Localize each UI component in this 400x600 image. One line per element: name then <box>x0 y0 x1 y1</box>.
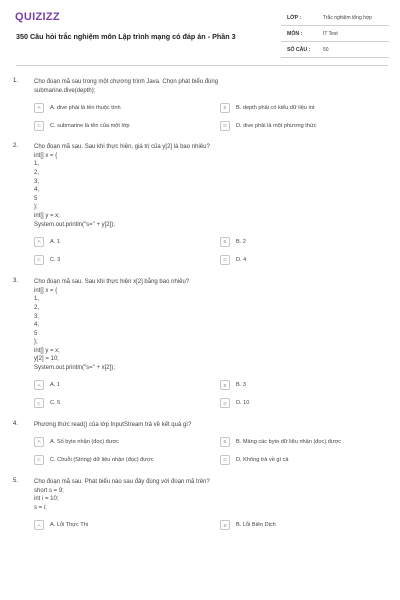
code-line: }; <box>34 204 38 211</box>
question-text: Cho đoạn mã sau trong một chương trình Java. Chọn phát biểu đúng <box>34 79 219 85</box>
meta-key: MÔN : <box>287 30 303 37</box>
option-text: A. Số byte nhận (đọc) được <box>50 438 119 445</box>
question-number: 1. <box>13 78 19 84</box>
answer-options <box>34 436 384 465</box>
quizizz-logo: QUIZIZZ <box>15 11 60 23</box>
answer-option-d[interactable] <box>220 398 392 409</box>
option-text: B. Mảng các byte dữ liệu nhận (đọc) được <box>236 438 342 445</box>
option-text: A. dive phải là tên thuộc tính <box>50 104 121 111</box>
option-letter-box: D <box>220 255 230 265</box>
option-letter-box: C <box>34 121 44 131</box>
meta-row-count <box>281 42 389 58</box>
option-letter-box: B <box>220 103 230 113</box>
meta-row-subject <box>281 26 389 42</box>
answer-option-d[interactable] <box>220 120 392 131</box>
answer-options <box>34 380 384 409</box>
option-text: B. depth phải có kiểu dữ liệu int <box>236 104 315 111</box>
question-number: 3. <box>13 278 19 285</box>
answer-option-c[interactable] <box>34 398 215 409</box>
code-line: int[] x = { <box>34 152 58 159</box>
code-line: 1, <box>34 296 40 303</box>
question-number: 4. <box>13 420 19 427</box>
answer-option-a[interactable] <box>34 436 215 447</box>
option-text: D. 10 <box>236 400 250 407</box>
option-letter-box: D <box>220 398 230 408</box>
option-text: A. 1 <box>50 382 60 389</box>
question-number: 5. <box>13 478 19 485</box>
option-letter-box: B <box>220 437 230 447</box>
option-letter-box: A <box>34 520 44 530</box>
code-line: int[] y = x; <box>34 212 60 219</box>
code-line: 5 <box>34 330 38 337</box>
document-header <box>0 0 400 66</box>
question-text: Cho đoạn mã sau. Sau khi thực hiện, giá trị của y[2] là bao nhiêu? <box>34 144 210 151</box>
meta-row-class <box>281 10 389 26</box>
option-letter-box: C <box>34 455 44 465</box>
option-letter-box: A <box>34 237 44 247</box>
answer-option-a[interactable] <box>34 380 215 391</box>
code-line: submarine.dive(depth); <box>34 87 96 94</box>
code-line: 2, <box>34 169 40 176</box>
option-text: D. Không trả về gì cả <box>236 456 289 463</box>
option-letter-box: C <box>34 255 44 265</box>
question-2 <box>0 143 400 265</box>
option-text: B. Lỗi Biên Dịch <box>236 522 276 529</box>
question-5 <box>0 478 400 530</box>
header-divider <box>16 65 388 66</box>
option-text: C. Chuỗi (String) dữ liệu nhận (đọc) được <box>50 456 154 463</box>
answer-option-a[interactable] <box>34 102 215 113</box>
code-line: int i = 10; <box>34 496 59 503</box>
code-line: int[] x = { <box>34 287 58 294</box>
option-text: C. 3 <box>50 256 61 263</box>
answer-option-b[interactable] <box>220 236 392 247</box>
answer-option-d[interactable] <box>220 454 392 465</box>
meta-value: Trắc nghiệm tổng hợp <box>323 14 372 21</box>
question-text: Cho đoạn mã sau. Phát biểu nào sau đây đúng với đoạn mã trên? <box>34 479 210 486</box>
answer-options <box>34 236 384 265</box>
answer-options <box>34 520 384 531</box>
option-text: D. 4 <box>236 256 247 263</box>
answer-option-b[interactable] <box>220 380 392 391</box>
option-letter-box: A <box>34 437 44 447</box>
code-line: 2, <box>34 304 40 311</box>
answer-option-c[interactable] <box>34 254 215 265</box>
code-line: 3, <box>34 313 40 320</box>
document-title: 350 Câu hỏi trắc nghiệm môn Lập trình mạng có đáp án - Phần 3 <box>16 32 236 41</box>
question-list <box>0 78 400 531</box>
code-line: int[] y = x; <box>34 347 60 354</box>
code-line: System.out.println("s=" + x[2]); <box>34 365 115 372</box>
answer-option-c[interactable] <box>34 454 215 465</box>
question-3 <box>0 278 400 409</box>
option-letter-box: A <box>34 103 44 113</box>
answer-option-a[interactable] <box>34 520 215 531</box>
code-line: short s = 9; <box>34 487 64 494</box>
option-text: C. submarine là tên của một lớp <box>50 122 130 129</box>
code-line: 4, <box>34 187 40 194</box>
option-letter-box: C <box>34 398 44 408</box>
meta-value: 50 <box>323 46 329 53</box>
option-text: A. Lỗi Thực Thi <box>50 522 89 529</box>
option-text: B. 3 <box>236 382 246 389</box>
answer-option-d[interactable] <box>220 254 392 265</box>
code-line: 3, <box>34 178 40 185</box>
meta-key: SỐ CÂU : <box>287 46 311 53</box>
option-letter-box: B <box>220 237 230 247</box>
option-text: B. 2 <box>236 238 246 245</box>
code-line: 5 <box>34 195 38 202</box>
meta-key: LỚP : <box>287 14 302 21</box>
code-line: y[2] = 10; <box>34 356 59 363</box>
code-line: 4, <box>34 322 40 329</box>
question-1 <box>0 78 400 131</box>
answer-option-b[interactable] <box>220 436 392 447</box>
option-text: C. 5 <box>50 400 61 407</box>
code-line: s = i; <box>34 505 47 512</box>
option-text: A. 1 <box>50 238 60 245</box>
meta-table <box>281 10 389 58</box>
code-line: }; <box>34 339 38 346</box>
question-number: 2. <box>13 143 19 150</box>
answer-option-a[interactable] <box>34 236 215 247</box>
question-4 <box>0 421 400 466</box>
code-line: 1, <box>34 161 40 168</box>
question-text: Cho đoạn mã sau. Sau khi thực hiện x[2] bằng bao nhiêu? <box>34 279 190 286</box>
option-text: D. dive phải là một phương thức <box>236 122 317 129</box>
meta-value: IT Test <box>323 30 338 37</box>
option-letter-box: B <box>220 520 230 530</box>
option-letter-box: D <box>220 121 230 131</box>
question-text: Phương thức read() của lớp InputStream trả về kết quả gì? <box>34 421 192 428</box>
answer-option-b[interactable] <box>220 520 392 531</box>
option-letter-box: B <box>220 380 230 390</box>
option-letter-box: D <box>220 455 230 465</box>
code-line: System.out.println("s=" + y[2]); <box>34 221 115 228</box>
answer-options <box>34 102 384 131</box>
answer-option-b[interactable] <box>220 102 392 113</box>
option-letter-box: A <box>34 380 44 390</box>
answer-option-c[interactable] <box>34 120 215 131</box>
